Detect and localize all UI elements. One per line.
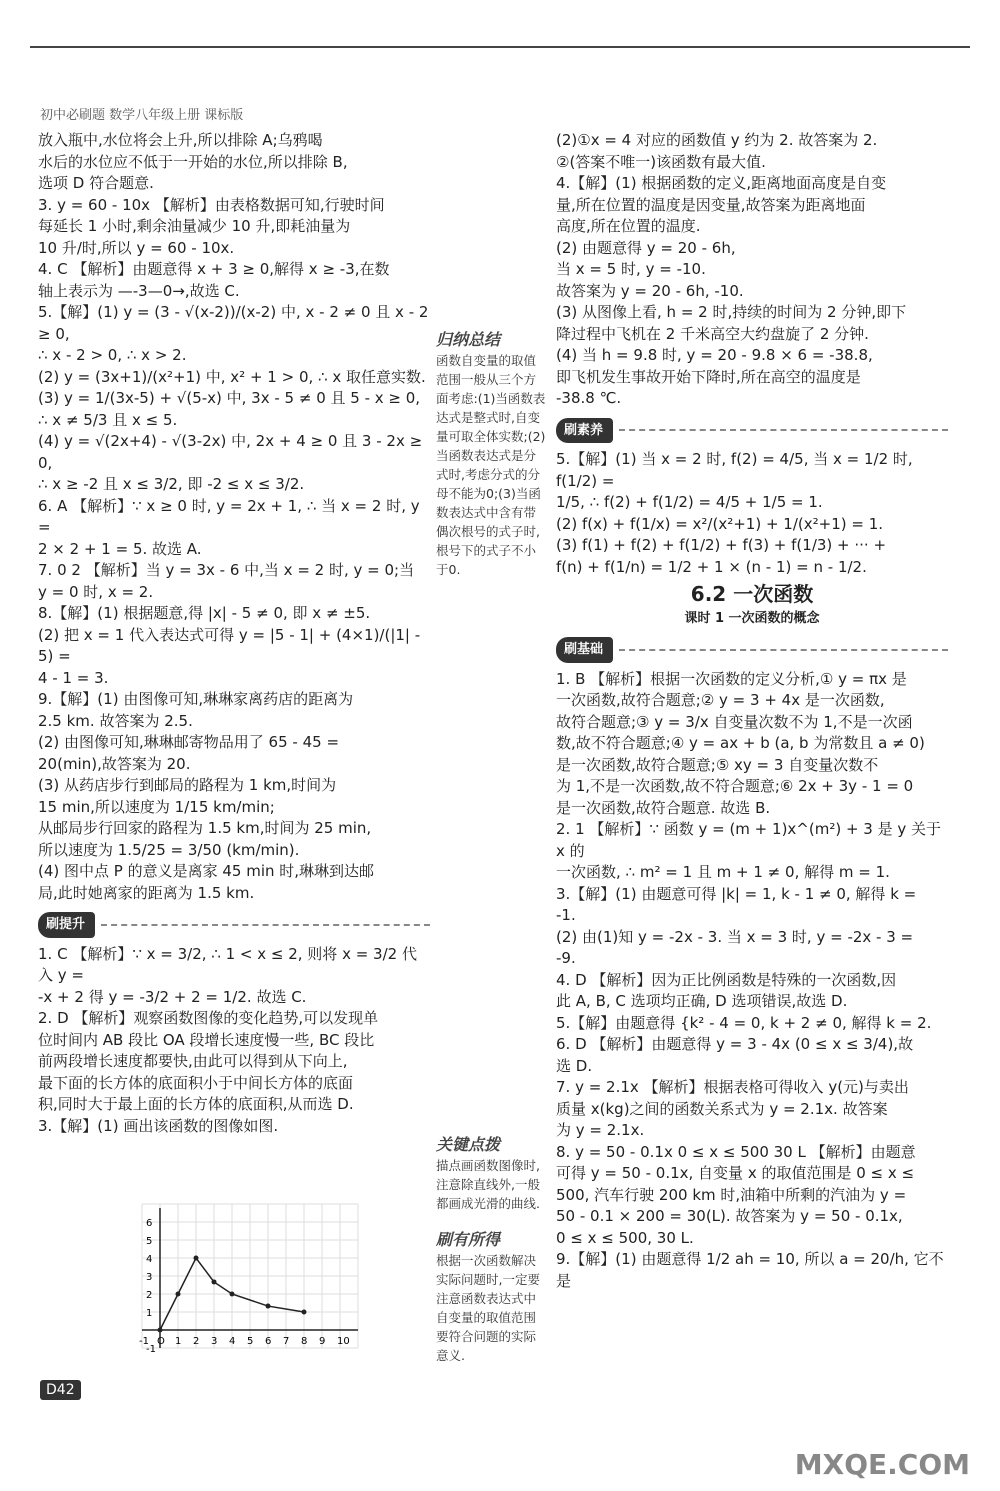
sidebar-key-point [436,1135,548,1213]
text-line: 3.【解】(1) 由题意可得 |k| = 1, k - 1 ≠ 0, 解得 k = [556,884,917,903]
text-line: 2.5 km. 故答案为 2.5. [38,711,193,730]
text-line: 8.【解】(1) 根据题意,得 |x| - 5 ≠ 0, 即 x ≠ ±5. [38,604,371,622]
graph-point [230,1292,235,1297]
sidebar-title: 归纳总结 [436,330,501,349]
graph-point [212,1279,217,1284]
text-line: 故答案为 y = 20 - 6h, -10. [556,281,744,300]
y-tick-label: 5 [146,1236,153,1247]
text-line: 积,同时大于最上面的长方体的底面积,从而选 D. [38,1095,354,1113]
x-tick-label: 8 [301,1336,308,1347]
text-line: 3. y = 60 - 10x 【解析】由表格数据可知,行驶时间 [38,195,385,214]
x-tick-label: O [157,1336,165,1347]
text-line: 所以速度为 1.5/25 = 3/50 (km/min). [38,840,300,859]
y-tick-label: -1 [146,1344,156,1355]
sidebar-summary [436,330,548,579]
text-line: 高度,所在位置的温度. [556,217,701,235]
section-header-suyang [556,418,948,444]
text-line: (4) y = √(2x+4) - √(3-2x) 中, 2x + 4 ≥ 0 且 3 - 2x ≥ 0, [38,432,423,472]
text-line: (2) 由题意得 y = 20 - 6h, [556,238,736,257]
text-line: 前两段增长速度都要快,由此可以得到从下向上, [38,1052,348,1070]
sidebar-text: 描点画函数图像时,注意除直线外,一般都画成光滑的曲线. [436,1158,540,1211]
x-tick-label: 10 [337,1336,350,1347]
text-line: ∴ x ≥ -2 且 x ≤ 3/2, 即 -2 ≤ x ≤ 3/2. [38,475,305,493]
text-line: 3.【解】(1) 画出该函数的图像如图. [38,1116,279,1135]
y-tick-label: 6 [146,1218,153,1229]
text-line: ∴ x - 2 > 0, ∴ x > 2. [38,346,187,364]
text-line: 2. D 【解析】观察函数图像的变化趋势,可以发现单 [38,1009,379,1027]
y-tick-label: 1 [146,1308,153,1319]
text-line: 5.【解】(1) 当 x = 2 时, f(2) = 4/5, 当 x = 1/2 时, f(1/2) = [556,450,913,490]
text-line: (2) 由(1)知 y = -2x - 3. 当 x = 3 时, y = -2x - 3 = [556,927,914,946]
text-line: 故符合题意;③ y = 3/x 自变量次数不为 1,不是一次函 [556,712,913,731]
text-line: 量,所在位置的温度是因变量,故答案为距离地面 [556,195,866,214]
text-line: (2) 由图像可知,琳琳邮寄物品用了 65 - 45 = [38,733,340,751]
text-line: (3) 从药店步行到邮局的路程为 1 km,时间为 [38,776,337,794]
sidebar-text: 函数自变量的取值范围一般从三个方面考虑:(1)当函数表达式是整式时,自变量可取全体实数;(2)当函数表达式是分式时,考虑分式的分母不能为0;(3)当函数表达式中含有带偶次根号的式子时,根号下的式子不小于0. [436,353,546,577]
top-rule [30,46,970,48]
text-line: 8. y = 50 - 0.1x 0 ≤ x ≤ 500 30 L 【解析】由题意 [556,1142,916,1161]
text-line: 可得 y = 50 - 0.1x, 自变量 x 的取值范围是 0 ≤ x ≤ [556,1164,915,1182]
text-line: 是一次函数,故符合题意. 故选 B. [556,798,771,817]
chapter-title: 6.2 一次函数 [690,582,814,606]
text-line: 2. 1 【解析】∵ 函数 y = (m + 1)x^(m²) + 3 是 y 关于 x 的 [556,820,942,860]
text-line: -9. [556,949,576,967]
function-graph [130,1200,370,1360]
text-line: 15 min,所以速度为 1/15 km/min; [38,797,275,816]
text-line: 放入瓶中,水位将会上升,所以排除 A;乌鸦喝 [38,131,323,149]
text-line: 选 D. [556,1056,593,1075]
y-tick-label: 4 [146,1254,153,1265]
y-tick-label: 3 [146,1272,153,1283]
x-tick-label: 6 [265,1336,272,1347]
text-line: 10 升/时,所以 y = 60 - 10x. [38,238,235,257]
text-line: 从邮局步行回家的路程为 1.5 km,时间为 25 min, [38,819,372,837]
text-line: 一次函数, ∴ m² = 1 且 m + 1 ≠ 0, 解得 m = 1. [556,863,890,881]
text-line: (4) 图中点 P 的意义是离家 45 min 时,琳琳到达邮 [38,862,375,880]
text-line: 为 y = 2.1x. [556,1121,645,1139]
text-line: 水后的水位应不低于一开始的水位,所以排除 B, [38,152,348,171]
text-line: 轴上表示为 —-3—0→,故选 C. [38,281,240,300]
text-line: 9.【解】(1) 由题意得 1/2 ah = 10, 所以 a = 20/h, 它不是 [556,1250,944,1290]
text-line: 质量 x(kg)之间的函数关系式为 y = 2.1x. 故答案 [556,1099,888,1118]
right-column [556,130,948,1292]
graph-point [302,1310,307,1315]
text-line: 4 - 1 = 3. [38,668,109,687]
text-line: 此 A, B, C 选项均正确, D 选项错误,故选 D. [556,992,848,1010]
graph-point [158,1328,163,1333]
running-header: 初中必刷题 数学八年级上册 课标版 [40,108,244,123]
sidebar-title: 刷有所得 [436,1230,501,1249]
text-line: 一次函数,故符合题意;② y = 3 + 4x 是一次函数, [556,691,885,709]
graph-point [176,1292,181,1297]
text-line: 最下面的长方体的底面积小于中间长方体的底面 [38,1073,354,1092]
x-tick-label: 7 [283,1336,290,1347]
page-number: D42 [40,1380,81,1400]
x-tick-label: 4 [229,1336,236,1347]
text-line: 7. 0 2 【解析】当 y = 3x - 6 中,当 x = 2 时, y = 0;当 [38,561,415,579]
text-line: (2) y = (3x+1)/(x²+1) 中, x² + 1 > 0, ∴ x 取任意实数. [38,367,426,386]
section-badge: 刷素养 [556,418,613,444]
text-line: 4. C 【解析】由题意得 x + 3 ≥ 0,解得 x ≥ -3,在数 [38,260,390,278]
text-line: 50 - 0.1 × 200 = 30(L). 故答案为 y = 50 - 0.1x, [556,1207,903,1225]
text-line: 20(min),故答案为 20. [38,754,191,773]
text-line: 数,故不符合题意;④ y = ax + b (a, b 为常数且 a ≠ 0) [556,734,925,752]
text-line: 选项 D 符合题意. [38,174,154,192]
text-line: 7. y = 2.1x 【解析】根据表格可得收入 y(元)与卖出 [556,1078,909,1096]
graph-point [194,1256,199,1261]
left-column [38,130,430,1137]
text-line: 1. B 【解析】根据一次函数的定义分析,① y = πx 是 [556,669,907,688]
text-line: (2) 把 x = 1 代入表达式可得 y = |5 - 1| + (4×1)/(|1| - 5) = [38,625,421,665]
text-line: 0 ≤ x ≤ 500, 30 L. [556,1228,694,1247]
x-tick-label: 1 [175,1336,182,1347]
text-line: 位时间内 AB 段比 OA 段增长速度慢一些, BC 段比 [38,1030,375,1049]
x-tick-label: 3 [211,1336,218,1347]
y-tick-label: 2 [146,1290,153,1301]
text-line: (2)①x = 4 对应的函数值 y 约为 2. 故答案为 2. [556,131,878,149]
text-line: 500, 汽车行驶 200 km 时,油箱中所剩的汽油为 y = [556,1185,907,1204]
text-line: 4.【解】(1) 根据函数的定义,距离地面高度是自变 [556,174,887,192]
watermark: MXQE.COM [794,1448,970,1481]
text-line: 降过程中飞机在 2 千米高空大约盘旋了 2 分钟. [556,324,869,343]
text-line: 5.【解】(1) y = (3 - √(x-2))/(x-2) 中, x - 2 ≠ 0 且 x - 2 ≥ 0, [38,303,429,343]
text-line: 每延长 1 小时,剩余油量减少 10 升,即耗油量为 [38,217,351,235]
text-line: 4. D 【解析】因为正比例函数是特殊的一次函数,因 [556,970,897,989]
text-line: 9.【解】(1) 由图像可知,琳琳家离药店的距离为 [38,690,354,708]
text-line: (2) f(x) + f(1/x) = x²/(x²+1) + 1/(x²+1) = 1. [556,514,884,533]
x-tick-label: -1 [139,1336,149,1347]
text-line: (3) f(1) + f(2) + f(1/2) + f(3) + f(1/3) + ··· + [556,536,887,554]
text-line: 2 × 2 + 1 = 5. 故选 A. [38,539,202,558]
section-header-jichu [556,637,948,663]
x-tick-label: 9 [319,1336,326,1347]
text-line: f(n) + f(1/n) = 1/2 + 1 × (n - 1) = n - 1/2. [556,557,867,576]
text-line: 局,此时她离家的距离为 1.5 km. [38,883,255,902]
text-line: 6. D 【解析】由题意得 y = 3 - 4x (0 ≤ x ≤ 3/4),故 [556,1035,914,1053]
text-line: (3) y = 1/(3x-5) + √(5-x) 中, 3x - 5 ≠ 0 且 5 - x ≥ 0, [38,389,421,407]
text-line: y = 0 时, x = 2. [38,582,154,601]
text-line: (3) 从图像上看, h = 2 时,持续的时间为 2 分钟,即下 [556,303,907,321]
sidebar-takeaway [436,1230,548,1365]
sidebar-text: 根据一次函数解决实际问题时,一定要注意函数表达式中自变量的取值范围要符合问题的实际意义. [436,1253,540,1363]
sidebar-title: 关键点拨 [436,1135,501,1154]
text-line: 1. C 【解析】∵ x = 3/2, ∴ 1 < x ≤ 2, 则将 x = 3/2 代入 y = [38,944,417,984]
text-line: (4) 当 h = 9.8 时, y = 20 - 9.8 × 6 = -38.8, [556,346,873,364]
text-line: 1/5, ∴ f(2) + f(1/2) = 4/5 + 1/5 = 1. [556,493,823,511]
lesson-title: 课时 1 一次函数的概念 [684,610,820,626]
section-badge: 刷基础 [556,637,613,663]
x-tick-label: 5 [247,1336,254,1347]
text-line: 是一次函数,故符合题意;⑤ xy = 3 自变量次数不 [556,755,879,774]
graph-point [266,1304,271,1309]
section-badge: 刷提升 [38,912,95,938]
text-line: ∴ x ≠ 5/3 且 x ≤ 5. [38,410,178,429]
text-line: ②(答案不唯一)该函数有最大值. [556,152,766,171]
text-line: 即飞机发生事故开始下降时,所在高空的温度是 [556,367,861,386]
text-line: 为 1,不是一次函数,故不符合题意;⑥ 2x + 3y - 1 = 0 [556,777,914,795]
text-line: 当 x = 5 时, y = -10. [556,260,706,278]
text-line: -38.8 ℃. [556,389,622,407]
text-line: 6. A 【解析】∵ x ≥ 0 时, y = 2x + 1, ∴ 当 x = 2 时, y = [38,496,420,536]
section-header-tisheng [38,912,430,938]
x-tick-label: 2 [193,1336,200,1347]
text-line: 5.【解】由题意得 {k² - 4 = 0, k + 2 ≠ 0, 解得 k = 2. [556,1013,932,1032]
text-line: -x + 2 得 y = -3/2 + 2 = 1/2. 故选 C. [38,987,307,1006]
text-line: -1. [556,906,576,924]
